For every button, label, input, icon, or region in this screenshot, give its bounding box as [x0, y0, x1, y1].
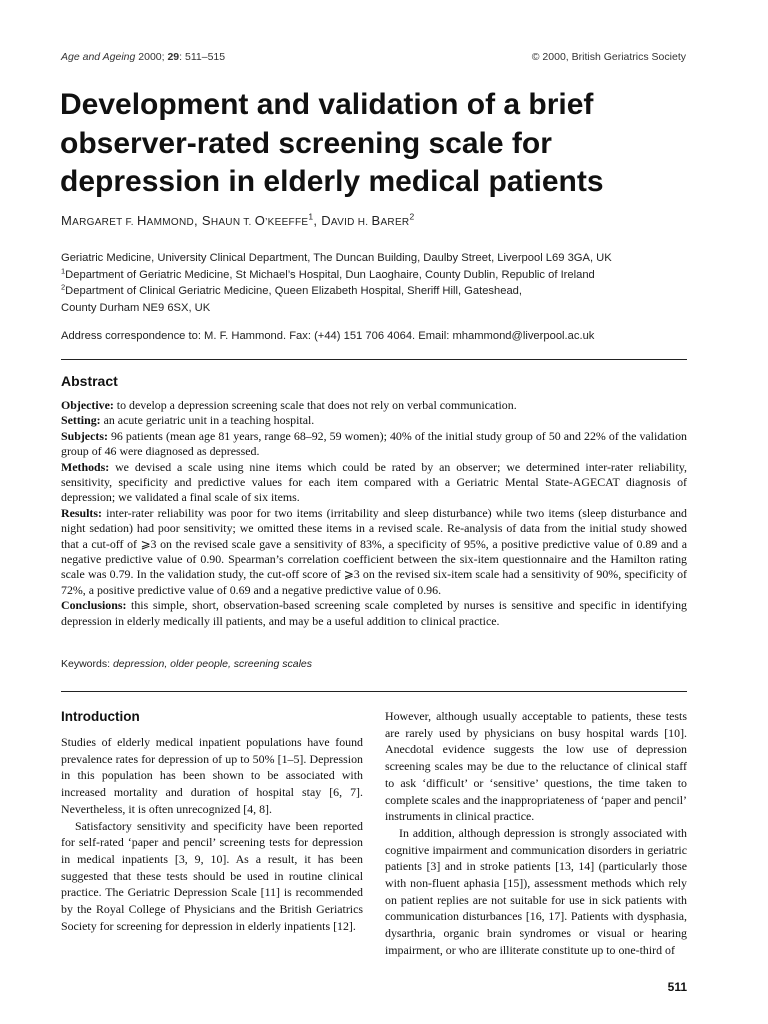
abstract-section: Results: inter-rater reliability was poor for two items (irritability and sleep disturbance) while two items (sleep disturbance and night sedation) had poor sensitivity; we omitted these items in a revised scale. Re-analysis of data from the initial study showed that a cut-off of ⩾3 on the revised scale gave a sensitivity of 83%, a specificity of 95%, a positive predictive value of 0.89 and a negative predictive value of 0.90. Spearman’s correlation coefficient between the six-item questionnaire and the Hamilton rating scale was 0.79. In the validation study, the cut-off score of ⩾3 on the revised six-item scale had a sensitivity of 90%, specificity of 72%, a positive predictive value of 0.69 and a negative predictive value of 0.96. [61, 505, 687, 597]
body-paragraph: In addition, although depression is strongly associated with cognitive impairment and communication disorders in geriatric patients [3] and in stroke patients [13, 14] (particularly those with non-fluent aphasia [15]), assessment methods which rely on patient replies are not suitable for use in sick patients with communication disturbances [16, 17]. Patients with dysphasia, dysarthria, organic brain syndromes or visual or hearing impairment, or who are illiterate constitute up to one-third of [385, 825, 687, 957]
running-header [61, 51, 686, 65]
abstract-section-label: Setting: [61, 413, 101, 428]
body-paragraph: Satisfactory sensitivity and specificity have been reported for self-rated ‘paper and pencil’ screening tests for depression in medical inpatients [3, 9, 10]. As a result, it has been suggested that these tests should be used in routine clinical practice. The Geriatric Depression Scale [11] is recommended by the Royal College of Physicians and the British Geriatrics Society for screening for depression in elderly inpatients [12]. [61, 818, 363, 933]
body-paragraph: However, although usually acceptable to patients, these tests are rarely used by physicians on busy hospital wards [10]. Anecdotal evidence suggests the low use of depression screening scales may be due to the reluctance of clinical staff to ask ‘difficult’ or ‘sensitive’ questions, the time taken to complete scales and the inappropriateness of ‘paper and pencil’ instruments in clinical practice. [385, 709, 687, 824]
affiliation-marker: 2 [61, 282, 66, 292]
abstract-section: Subjects: 96 patients (mean age 81 years, range 68–92, 59 women); 40% of the initial study group of 50 and 22% of the validation group of 46 were diagnosed as depressed. [61, 428, 687, 459]
body-paragraph: Studies of elderly medical inpatient populations have found prevalence rates for depression of up to 50% [1–5]. Depression in this population has been shown to be associated with increased mortality and duration of hospital stay [6, 7]. Nevertheless, it is often unrecognized [4, 8]. [61, 735, 363, 816]
body-column-left [61, 734, 363, 934]
abstract-section-label: Methods: [61, 459, 110, 474]
affiliation-line: $^1$Department of Geriatric Medicine, St Michael’s Hospital, Dun Laoghaire, County Dublin, Republic of Ireland [61, 265, 595, 281]
introduction-heading: Introduction [61, 709, 140, 724]
author-name: DAVID H. BARER$^2$ [321, 211, 415, 228]
abstract-section-label: Objective: [61, 398, 114, 412]
divider [61, 359, 687, 360]
abstract-section-label: Results: [61, 505, 102, 520]
affiliation-marker: 1 [61, 265, 66, 275]
author-name: MARGARET F. HAMMOND [61, 213, 194, 228]
journal-name: Age and Ageing [61, 51, 136, 63]
citation [61, 51, 225, 63]
correspondence-address: Address correspondence to: M. F. Hammond. Fax: (+44) 151 706 4064. Email: mhammond@liverpool.ac.uk [61, 330, 595, 342]
journal-year: 2000; [138, 51, 165, 63]
article-title: Development and validation of a brief observer-rated screening scale for depression in elderly medical patients [60, 88, 604, 198]
abstract-section-label: Subjects: [61, 428, 108, 443]
keywords [61, 658, 687, 670]
divider [61, 691, 687, 692]
abstract-heading: Abstract [61, 373, 118, 389]
abstract-body [61, 398, 687, 629]
author-name: SHAUN T. O’KEEFFE$^1$ [201, 211, 314, 228]
author-affiliation-marker: 1 [308, 211, 314, 222]
page-number: 511 [667, 980, 687, 994]
affiliations [61, 250, 711, 316]
copyright: © 2000, British Geriatrics Society [531, 51, 686, 63]
affiliation-line: $^2$Department of Clinical Geriatric Medicine, Queen Elizabeth Hospital, Sheriff Hill, Gateshead, [61, 282, 523, 298]
journal-pages: : 511–515 [179, 51, 226, 63]
author-list: MARGARET F. HAMMOND, SHAUN T. O’KEEFFE$^1$, DAVID H. BARER$^2$ [61, 211, 415, 228]
keywords-values: depression, older people, screening scales [112, 658, 312, 670]
affiliation-line: County Durham NE9 6SX, UK [61, 301, 211, 314]
abstract-section: Setting: an acute geriatric unit in a teaching hospital. [61, 413, 315, 428]
affiliation-line: Geriatric Medicine, University Clinical Department, The Duncan Building, Daulby Street, Liverpool L69 3GA, UK [61, 252, 612, 264]
abstract-section: Objective: to develop a depression screening scale that does not rely on verbal communication. [61, 398, 517, 412]
journal-volume: 29 [167, 51, 180, 63]
body-column-right [385, 708, 687, 959]
abstract-section: Methods: we devised a scale using nine items which could be rated by an observer; we determined inter-rater reliability, sensitivity, specificity and predictive values for each item compared with a Geriatric Mental State-AGECAT diagnosis of depression; we validated a final scale of six items. [61, 459, 687, 505]
author-affiliation-marker: 2 [409, 211, 415, 222]
abstract-section-label: Conclusions: [61, 598, 127, 613]
keywords-label: Keywords: [61, 658, 111, 670]
abstract-section: Conclusions: this simple, short, observation-based screening scale completed by nurses is sensitive and specific in identifying depression in elderly medically ill patients, and may be a useful addition to clinical practice. [61, 598, 687, 628]
